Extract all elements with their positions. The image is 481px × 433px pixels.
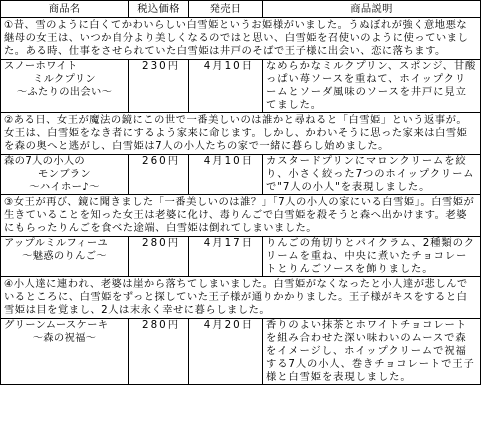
story-row bbox=[1, 113, 481, 155]
product-name bbox=[1, 155, 129, 195]
header-price: 税込価格 bbox=[129, 1, 189, 18]
product-description: 香りのよい抹茶とホワイトチョコレートを組み合わせた深い味わいのムースで森をイメージし、ホイップクリームで祝福する7人の小人、巻きチョコレートで王子様と白雪姫を表現しました。 bbox=[263, 319, 481, 385]
product-price: 280円 bbox=[129, 237, 189, 277]
product-release-date: 4月10日 bbox=[189, 60, 263, 113]
product-name-line: モンブラン bbox=[38, 168, 91, 180]
product-release-date: 4月10日 bbox=[189, 155, 263, 195]
product-row bbox=[1, 60, 481, 113]
story-row bbox=[1, 18, 481, 60]
product-description: りんごの角切りとパイクラム、2種類のクリームを重ね、中央に煮いたチョコレートとりんごソースを飾りました。 bbox=[263, 237, 481, 277]
product-release-date: 4月20日 bbox=[189, 319, 263, 385]
product-description: なめらかなミルクプリン、スポンジ、甘酸っぱい苺ソースを重ねて、ホイップクリームとソーダ風味のソースを井戸に見立てました。 bbox=[263, 60, 481, 113]
product-subtitle: ～ハイホー♪～ bbox=[29, 181, 100, 193]
product-name bbox=[1, 319, 129, 385]
story-row bbox=[1, 277, 481, 319]
product-price: 260円 bbox=[129, 155, 189, 195]
header-release-date: 発売日 bbox=[189, 1, 263, 18]
product-name-line: スノーホワイト bbox=[4, 60, 78, 72]
product-subtitle: ～魅惑のりんご～ bbox=[22, 250, 107, 262]
header-product-name: 商品名 bbox=[1, 1, 129, 18]
product-row bbox=[1, 319, 481, 385]
story-row bbox=[1, 195, 481, 237]
product-price: 280円 bbox=[129, 319, 189, 385]
product-subtitle: ～森の祝福～ bbox=[32, 332, 97, 344]
product-release-date: 4月17日 bbox=[189, 237, 263, 277]
product-name-line: ミルクプリン bbox=[33, 73, 96, 85]
product-name-line: グリーンムースケーキ bbox=[4, 319, 109, 331]
header-row bbox=[1, 1, 481, 18]
story-text: ③女王が再び、鏡に聞きました「一番美しいのは誰？」「7人の小人の家にいる白雪姫」。白雪姫が生きていることを知った女王は老婆に化け、毒りんごで白雪姫を殺そうと森へ出かけます。老婆にもらったりんごを食べた途端、白雪姫は倒れてしまいました。 bbox=[1, 195, 481, 237]
product-row bbox=[1, 237, 481, 277]
story-text: ①昔、雪のように白くてかわいらしい白雪姫というお姫様がいました。うぬぼれが強く意地悪な継母の女王は、いつか自分より美しくなるのではと思い、白雪姫を召使いのように使っていました。ある時、仕事をさせられていた白雪姫は井戸のそばで王子様に出会い、恋に落ちます。 bbox=[1, 18, 481, 60]
header-description: 商品説明 bbox=[263, 1, 481, 18]
product-row bbox=[1, 155, 481, 195]
product-name bbox=[1, 237, 129, 277]
product-subtitle: ～ふたりの出会い～ bbox=[16, 86, 113, 98]
product-name-line: 森の7人の小人の bbox=[4, 155, 86, 167]
story-text: ④小人達に連われ、老婆は崖から落ちてしまいました。白雪姫がなくなったと小人達が悲しんでいるところに、白雪姫をずっと探していた王子様が通りかかりました。王子様がキスをすると白雪姫は目を覚まし、2人は末永く幸せに暮らしました。 bbox=[1, 277, 481, 319]
story-text: ②ある日、女王が魔法の鏡にこの世で一番美しいのは誰かと尋ねると「白雪姫」という返事が。女王は、白雪姫をなき者にするよう家来に命じます。しかし、かわいそうに思った家来は白雪姫を森の奥へと逃がし、白雪姫は7人の小人たちの家で一緒に暮らし始めました。 bbox=[1, 113, 481, 155]
product-price: 230円 bbox=[129, 60, 189, 113]
product-name bbox=[1, 60, 129, 113]
product-description: カスタードプリンにマロンクリームを絞り、小さく絞った7つのホイップクリームで"7人の小人"を表現しました。 bbox=[263, 155, 481, 195]
product-name-line: アップルミルフィーユ bbox=[4, 237, 109, 249]
